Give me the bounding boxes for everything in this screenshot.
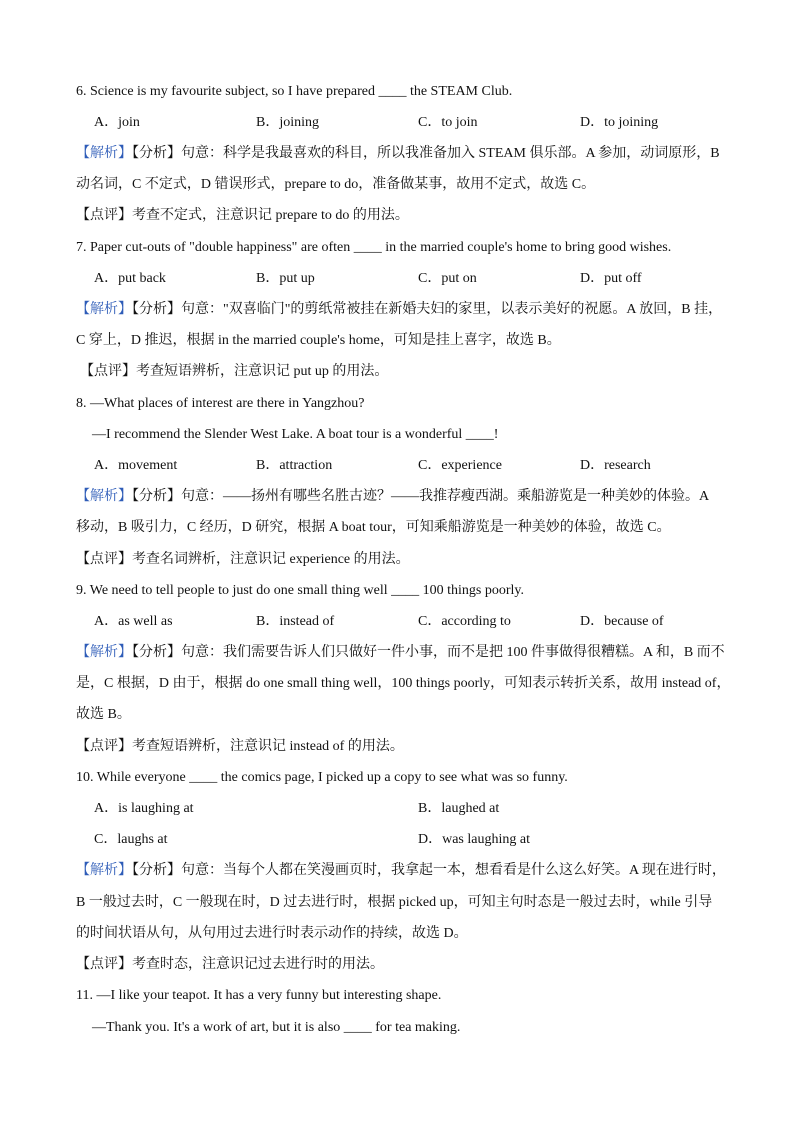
analysis-tag: 【解析】 — [76, 863, 132, 878]
q10-comment: 【点评】考查时态，注意识记过去进行时的用法。 — [76, 957, 384, 972]
q8-option-b: B．attraction — [256, 458, 333, 473]
q10-option-c: C．laughs at — [94, 832, 168, 847]
q7-analysis-line-1: 【解析】【分析】句意："双喜临门"的剪纸常被挂在新婚夫妇的家里，以表示美好的祝愿。A 放回，B 挂， — [76, 302, 723, 317]
q9-analysis-line-1: 【解析】【分析】句意：我们需要告诉人们只做好一件小事，而不是把 100 件事做得很糟糕。A 和，B 而不 — [76, 645, 725, 660]
q9-analysis-line-3: 故选 B。 — [76, 707, 131, 722]
q7-option-b: B．put up — [256, 271, 315, 286]
q6-option-d: D．to joining — [580, 115, 659, 130]
analysis-tag: 【解析】 — [76, 146, 132, 161]
question-7-stem: 7. Paper cut-outs of "double happiness" are often ____ in the married couple's home to bring good wishes. — [76, 240, 672, 255]
q10-option-a: A．is laughing at — [94, 801, 194, 816]
analysis-tag: 【解析】 — [76, 645, 132, 660]
question-8-stem-2: —I recommend the Slender West Lake. A boat tour is a wonderful ____! — [92, 427, 499, 442]
q10-analysis-line-2: B 一般过去时，C 一般现在时，D 过去进行时，根据 picked up，可知主句时态是一般过去时，while 引导 — [76, 895, 713, 910]
question-6-stem: 6. Science is my favourite subject, so I have prepared ____ the STEAM Club. — [76, 84, 513, 99]
q7-option-a: A．put back — [94, 271, 166, 286]
q9-analysis-line-2: 是，C 根据，D 由于，根据 do one small thing well，100 things poorly，可知表示转折关系，故用 instead of， — [76, 676, 731, 691]
q9-option-c: C．according to — [418, 614, 511, 629]
q9-option-a: A．as well as — [94, 614, 173, 629]
q8-analysis-line-1: 【解析】【分析】句意：——扬州有哪些名胜古迹？——我推荐瘦西湖。乘船游览是一种美妙的体验。A — [76, 489, 710, 504]
q8-analysis-line-2: 移动，B 吸引力，C 经历，D 研究，根据 A boat tour，可知乘船游览是一种美妙的体验，故选 C。 — [76, 520, 671, 535]
q6-analysis-line-1: 【解析】【分析】句意：科学是我最喜欢的科目，所以我准备加入 STEAM 俱乐部。A 参加，动词原形，B — [76, 146, 720, 161]
question-10-stem: 10. While everyone ____ the comics page, I picked up a copy to see what was so funny. — [76, 770, 568, 785]
q7-analysis-line-2: C 穿上，D 推迟，根据 in the married couple's home，可知是挂上喜字，故选 B。 — [76, 333, 561, 348]
q8-comment: 【点评】考查名词辨析，注意识记 experience 的用法。 — [76, 552, 410, 567]
q6-option-c: C．to join — [418, 115, 478, 130]
q8-option-c: C．experience — [418, 458, 502, 473]
analysis-tag: 【解析】 — [76, 489, 132, 504]
q6-option-b: B．joining — [256, 115, 320, 130]
q9-comment: 【点评】考查短语辨析，注意识记 instead of 的用法。 — [76, 739, 404, 754]
q9-option-d: D．because of — [580, 614, 664, 629]
q10-analysis-line-3: 的时间状语从句，从句用过去进行时表示动作的持续，故选 D。 — [76, 926, 468, 941]
question-11-stem: 11. —I like your teapot. It has a very funny but interesting shape. — [76, 988, 442, 1003]
q10-analysis-line-1: 【解析】【分析】句意：当每个人都在笑漫画页时，我拿起一本，想看看是什么这么好笑。A 现在进行时， — [76, 863, 726, 878]
question-9-stem: 9. We need to tell people to just do one small thing well ____ 100 things poorly. — [76, 583, 524, 598]
q10-option-b: B．laughed at — [418, 801, 500, 816]
q9-option-b: B．instead of — [256, 614, 335, 629]
q6-analysis-line-2: 动名词，C 不定式，D 错误形式，prepare to do，准备做某事，故用不定式，故选 C。 — [76, 177, 596, 192]
q7-comment: 【点评】考查短语辨析，注意识记 put up 的用法。 — [80, 364, 389, 379]
q6-comment: 【点评】考查不定式，注意识记 prepare to do 的用法。 — [76, 208, 409, 223]
q7-option-c: C．put on — [418, 271, 477, 286]
q8-option-a: A．movement — [94, 458, 178, 473]
analysis-tag: 【解析】 — [76, 302, 132, 317]
question-8-stem: 8. —What places of interest are there in Yangzhou? — [76, 396, 365, 411]
q10-option-d: D．was laughing at — [418, 832, 530, 847]
q7-option-d: D．put off — [580, 271, 642, 286]
q6-option-a: A．join — [94, 115, 140, 130]
q8-option-d: D．research — [580, 458, 651, 473]
question-11-stem-2: —Thank you. It's a work of art, but it is also ____ for tea making. — [92, 1020, 461, 1035]
